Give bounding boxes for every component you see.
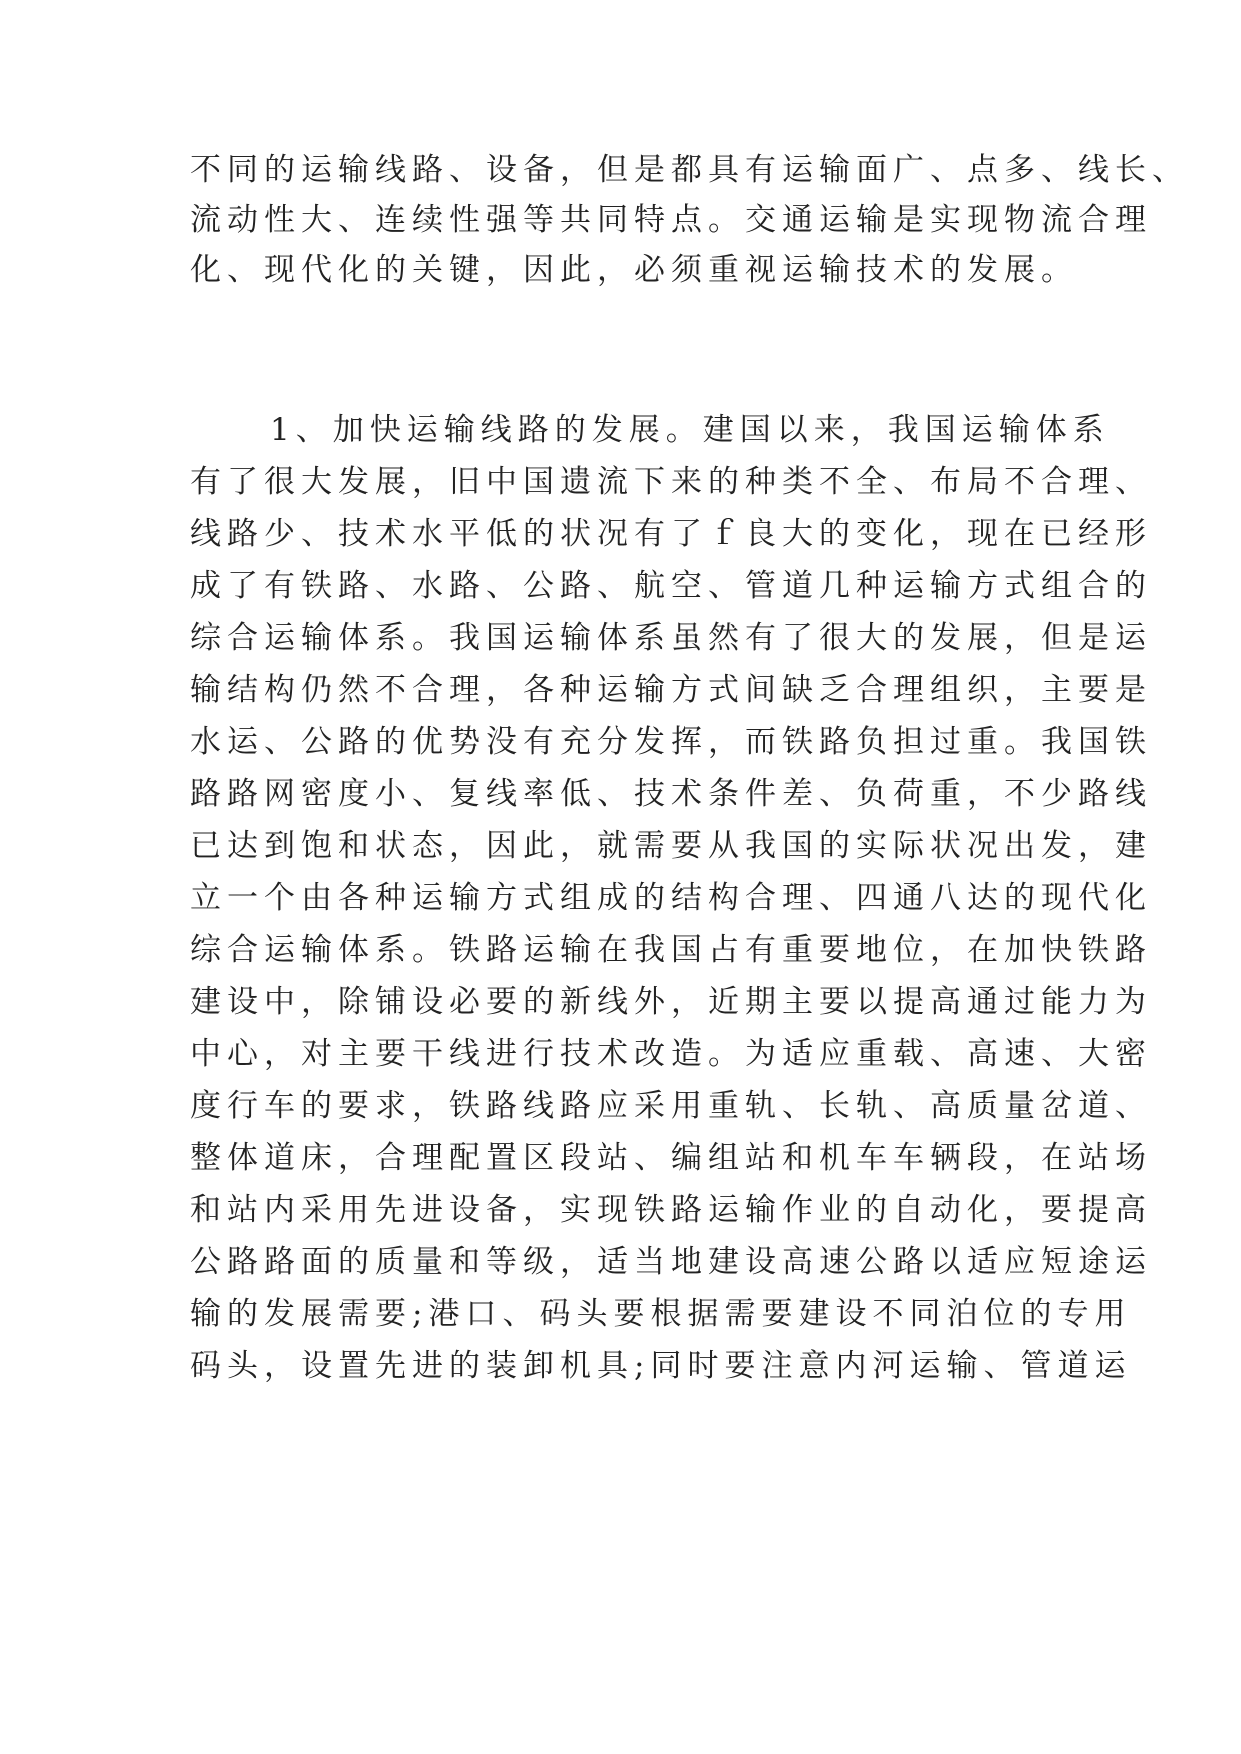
text-line: 输的发展需要;港口、码头要根据需要建设不同泊位的专用 [190,1296,1132,1332]
text-line: 建设中，除铺设必要的新线外，近期主要以提高通过能力为 [190,984,1152,1020]
text-line: 和站内采用先进设备，实现铁路运输作业的自动化，要提高 [190,1192,1152,1228]
text-line: 流动性大、连续性强等共同特点。交通运输是实现物流合理 [190,202,1152,238]
text-line: 综合运输体系。我国运输体系虽然有了很大的发展，但是运 [190,620,1152,656]
text-line: 已达到饱和状态，因此，就需要从我国的实际状况出发，建 [190,828,1152,864]
text-line: 度行车的要求，铁路线路应采用重轨、长轨、高质量岔道、 [190,1088,1152,1124]
text-line: 立一个由各种运输方式组成的结构合理、四通八达的现代化 [190,880,1152,916]
text-line: 输结构仍然不合理，各种运输方式间缺乏合理组织，主要是 [190,672,1152,708]
text-line: 综合运输体系。铁路运输在我国占有重要地位，在加快铁路 [190,932,1152,968]
text-line: 公路路面的质量和等级，适当地建设高速公路以适应短途运 [190,1244,1152,1280]
text-line: 1、加快运输线路的发展。建国以来，我国运输体系 [270,412,1110,448]
text-line: 中心，对主要干线进行技术改造。为适应重载、高速、大密 [190,1036,1152,1072]
text-line: 不同的运输线路、设备，但是都具有运输面广、点多、线长、 [190,152,1189,188]
text-line: 有了很大发展，旧中国遗流下来的种类不全、布局不合理、 [190,464,1152,500]
text-line: 码头，设置先进的装卸机具;同时要注意内河运输、管道运 [190,1348,1132,1384]
text-line: 线路少、技术水平低的状况有了ｆ良大的变化，现在已经形 [190,516,1152,552]
text-line: 整体道床，合理配置区段站、编组站和机车车辆段，在站场 [190,1140,1152,1176]
text-line: 化、现代化的关键，因此，必须重视运输技术的发展。 [190,252,1078,288]
text-line: 路路网密度小、复线率低、技术条件差、负荷重，不少路线 [190,776,1152,812]
text-line: 水运、公路的优势没有充分发挥，而铁路负担过重。我国铁 [190,724,1152,760]
text-line: 成了有铁路、水路、公路、航空、管道几种运输方式组合的 [190,568,1152,604]
